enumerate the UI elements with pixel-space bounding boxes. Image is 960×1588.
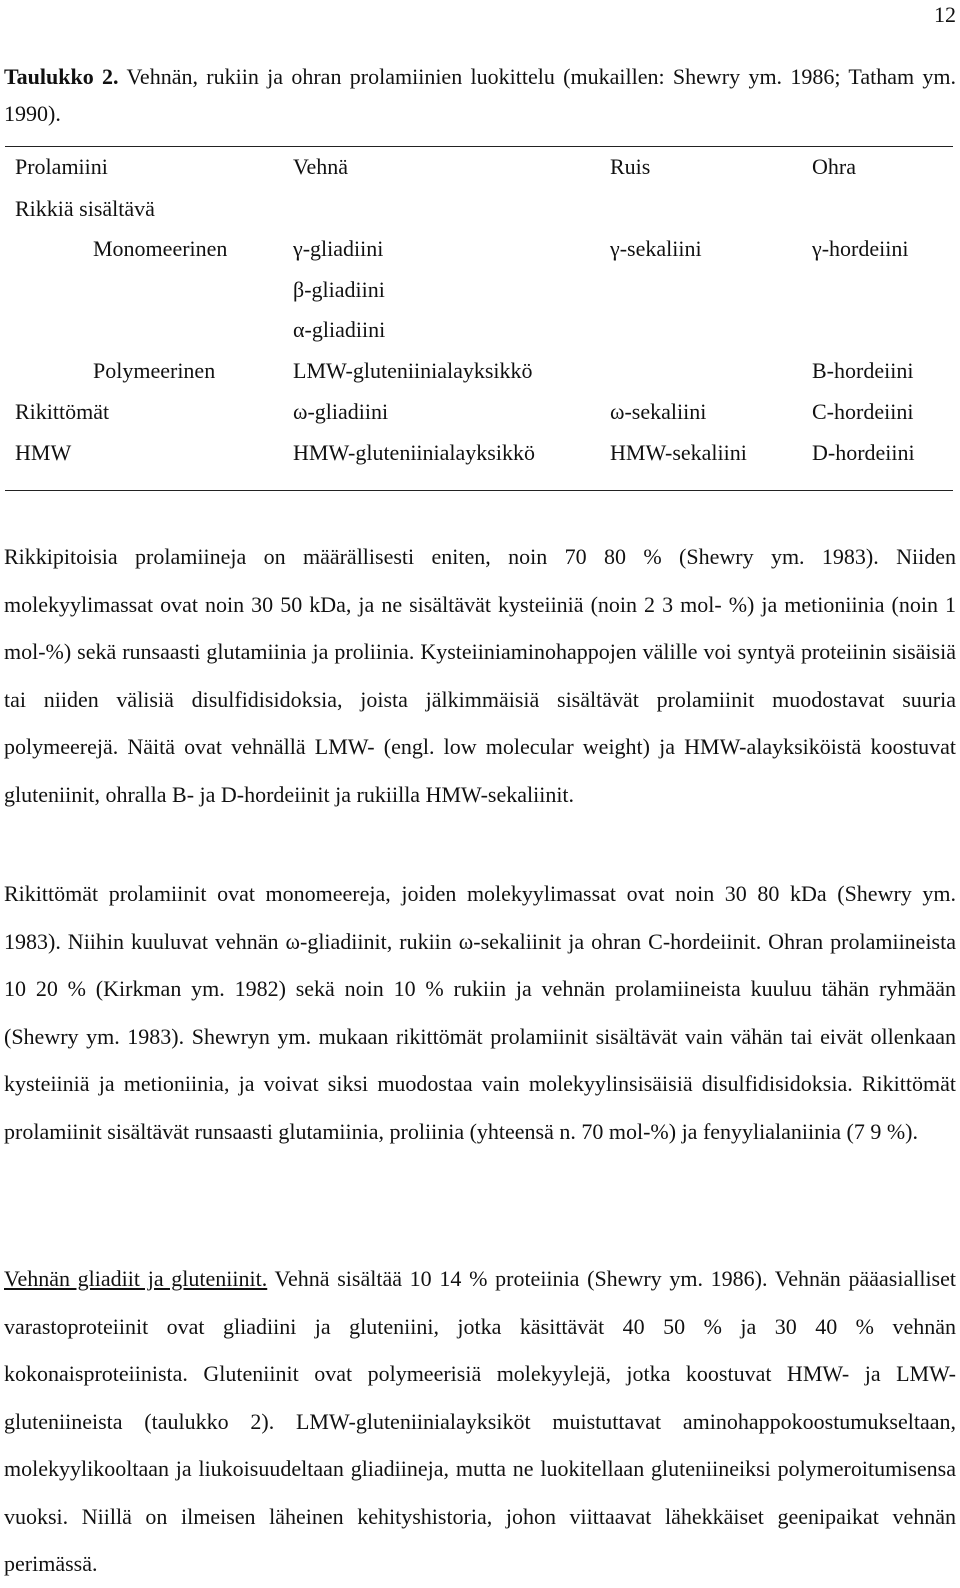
table-top-rule [5,146,953,147]
cell-rye-omega: ω-sekaliini [610,399,707,424]
cell-barley-gamma: γ-hordeiini [812,236,909,261]
page-number: 12 [934,2,956,27]
cell-wheat-hmw: HMW-gluteniinialayksikkö [293,440,535,465]
paragraph-rikittomat: Rikittömät prolamiinit ovat monomeereja, joiden molekyylimassat ovat noin 30 80 kDa (Shewry ym. 1983). Niihin kuuluvat vehnän ω-gliadiinit, rukiin ω-sekaliinit ja ohran C-hordeiinit. Ohran prolamiineista 10 20 % (Kirkman ym. 1982) sekä noin 10 % rukiin ja vehnän prolamiineista kuuluu tähän ryhmään (Shewry ym. 1983). Shewryn ym. mukaan rikittömät prolamiinit sisältävät vain vähän tai eivät ollenkaan kysteiiniä ja metioniinia, ja voivat siksi muodostaa vain molekyylinsisäisiä disulfidisidoksia. Rikittömät prolamiinit sisältävät runsaasti glutamiinia, proliinia (yhteensä n. 70 mol-%) ja fenyylialaniinia (7 9 %). [4,881,956,1144]
caption-text: Vehnän, rukiin ja ohran prolamiinien luokittelu (mukaillen: Shewry ym. 1986; Tatham ym. 1990). [4,64,957,126]
cell-barley-b: B-hordeiini [812,358,914,383]
header-ohra: Ohra [812,154,856,179]
paragraph-gliadiit [4,1255,956,1588]
cell-wheat-beta: β-gliadiini [293,277,385,302]
section-heading-gliadiit: Vehnän gliadiit ja gluteniinit. [4,1266,268,1291]
cell-wheat-gamma: γ-gliadiini [293,236,384,261]
cell-rye-gamma: γ-sekaliini [610,236,702,261]
header-vehna: Vehnä [293,154,348,179]
cell-barley-d: D-hordeiini [812,440,915,465]
row-label-rikittomat: Rikittömät [15,399,110,424]
paragraph-rikkipitoiset: Rikkipitoisia prolamiineja on määrällisesti eniten, noin 70 80 % (Shewry ym. 1983). Niiden molekyylimassat ovat noin 30 50 kDa, ja ne sisältävät kysteiiniä (noin 2 3 mol- %) ja metioniinia (noin 1 mol-%) sekä runsaasti glutamiinia ja proliinia. Kysteiiniaminohappojen välille voi syntyä proteiinin sisäisiä tai niiden välisiä disulfidisidoksia, joista jälkimmäisiä sisältävät prolamiinit muodostavat suuria polymeerejä. Näitä ovat vehnällä LMW- (engl. low molecular weight) ja HMW-alayksiköistä koostuvat gluteniinit, ohralla B- ja D-hordeiinit ja rukiilla HMW-sekaliinit. [4,544,956,807]
row-label-hmw: HMW [15,440,72,465]
cell-wheat-alpha: α-gliadiini [293,317,386,342]
row-label-monomeerinen: Monomeerinen [93,236,228,261]
table-caption [4,58,956,132]
row-label-polymeerinen: Polymeerinen [93,358,216,383]
header-prolamiini: Prolamiini [15,154,108,179]
cell-wheat-lmw: LMW-gluteniinialayksikkö [293,358,533,383]
cell-rye-hmw: HMW-sekaliini [610,440,747,465]
cell-wheat-omega: ω-gliadiini [293,399,389,424]
header-ruis: Ruis [610,154,651,179]
paragraph-gliadiit-text: Vehnä sisältää 10 14 % proteiinia (Shewry ym. 1986). Vehnän pääasialliset varastoproteiinit ovat gliadiini ja gluteniini, jotka käsittävät 40 50 % ja 30 40 % vehnän kokonaisproteiinista. Gluteniinit ovat polymeerisiä molekyylejä, jotka koostuvat HMW- ja LMW-gluteniineista (taulukko 2). LMW-gluteniinialayksiköt muistuttavat aminohappokoostumukseltaan, molekyylikooltaan ja liukoisuudeltaan gliadiineja, mutta ne luokitellaan gluteniineiksi polymeroitumisensa vuoksi. Niillä on ilmeisen läheinen kehityshistoria, johon viittaavat lähekkäiset geenipaikat vehnän perimässä. [4,1266,956,1576]
group-label-rikkia: Rikkiä sisältävä [15,196,155,221]
cell-barley-c: C-hordeiini [812,399,914,424]
caption-label: Taulukko 2. [4,64,119,89]
table-bottom-rule [5,490,953,491]
